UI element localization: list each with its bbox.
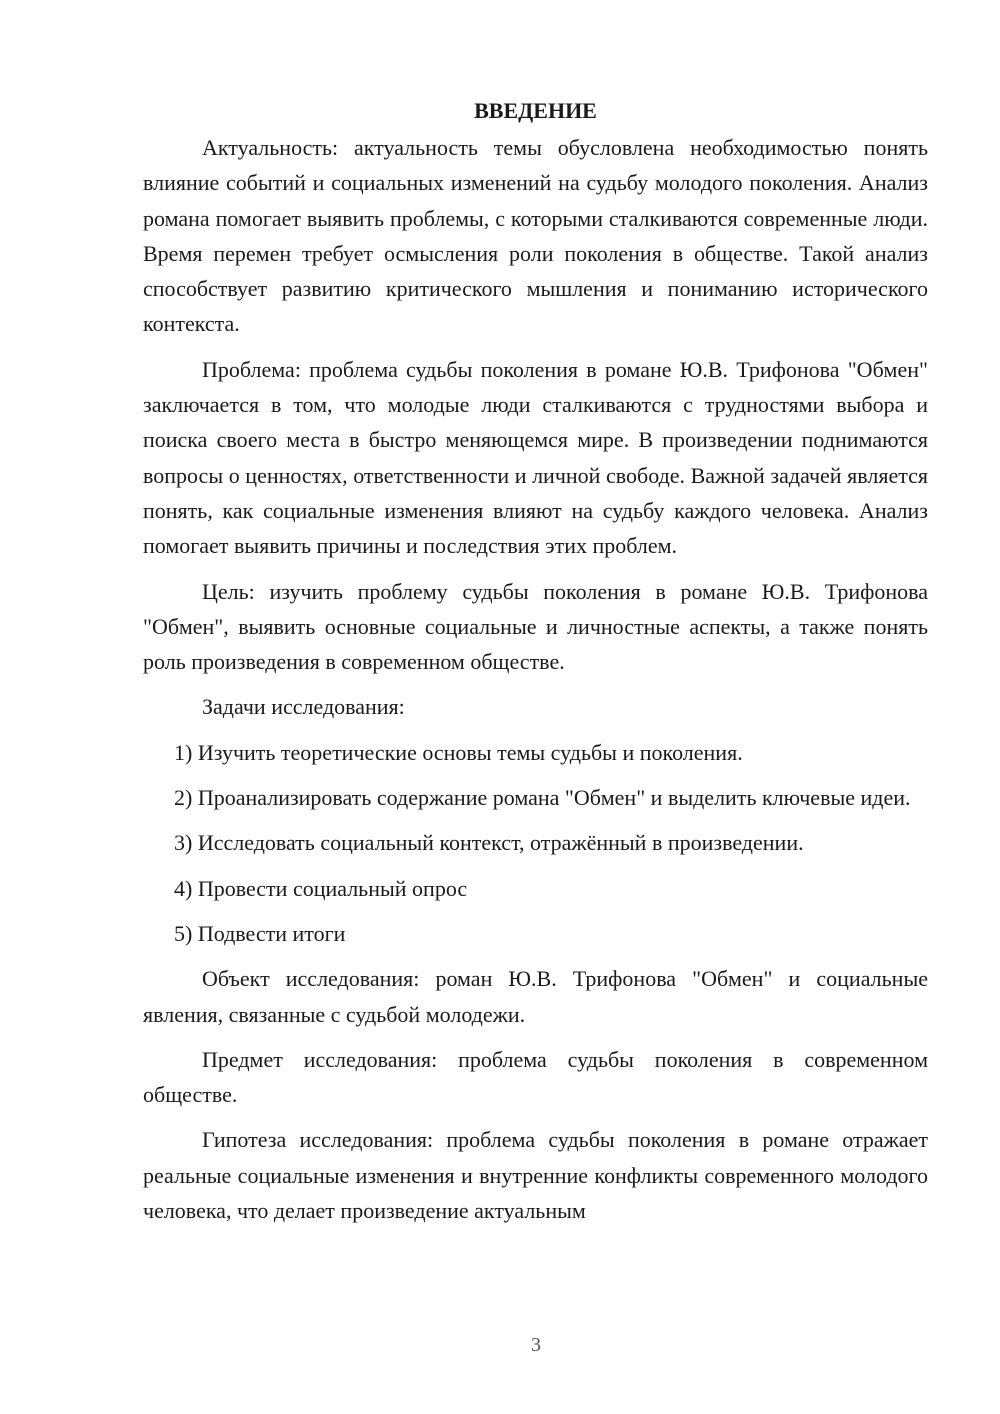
tasks-heading: Задачи исследования: [202,694,405,720]
task-item-5: 5) Подвести итоги [174,920,346,946]
document-page [143,95,928,1238]
task-item-4: 4) Провести социальный опрос [174,875,468,901]
section-title: ВВЕДЕНИЕ [474,98,597,123]
paragraph-goal: Цель: изучить проблему судьбы поколения в романе Ю.В. Трифонова "Обмен", выявить основные социальные и личностные аспекты, а также понять роль произведения в современном обществе. [143,578,928,675]
paragraph-object: Объект исследования: роман Ю.В. Трифонова "Обмен" и социальные явления, связанные с судьбой молодежи. [143,966,928,1027]
task-item-1: 1) Изучить теоретические основы темы судьбы и поколения. [174,739,743,765]
paragraph-subject: Предмет исследования: проблема судьбы поколения в современном обществе. [143,1046,928,1108]
task-item-3: 3) Исследовать социальный контекст, отражённый в произведении. [174,830,804,856]
paragraph-problem: Проблема: проблема судьбы поколения в романе Ю.В. Трифонова "Обмен" заключается в том, что молодые люди сталкиваются с трудностями выбора и поиска своего места в быстро меняющемся мире. В произведении поднимаются вопросы о ценностях, ответственности и личной свободе. Важной задачей является понять, как социальные изменения влияют на судьбу каждого человека. Анализ помогает выявить причины и последствия этих проблем. [143,356,928,559]
paragraph-hypothesis: Гипотеза исследования: проблема судьбы поколения в романе отражает реальные социальные изменения и внутренние конфликты современного молодого человека, что делает произведение актуальным [143,1127,928,1224]
task-item-2: 2) Проанализировать содержание романа "Обмен" и выделить ключевые идеи. [174,785,911,811]
page-number: 3 [531,1334,541,1356]
paragraph-relevance: Актуальность: актуальность темы обусловлена необходимостью понять влияние событий и социальных изменений на судьбу молодого поколения. Анализ романа помогает выявить проблемы, с которыми сталкиваются современные люди. Время перемен требует осмысления роли поколения в обществе. Такой анализ способствует развитию критического мышления и пониманию исторического контекста. [143,135,928,337]
